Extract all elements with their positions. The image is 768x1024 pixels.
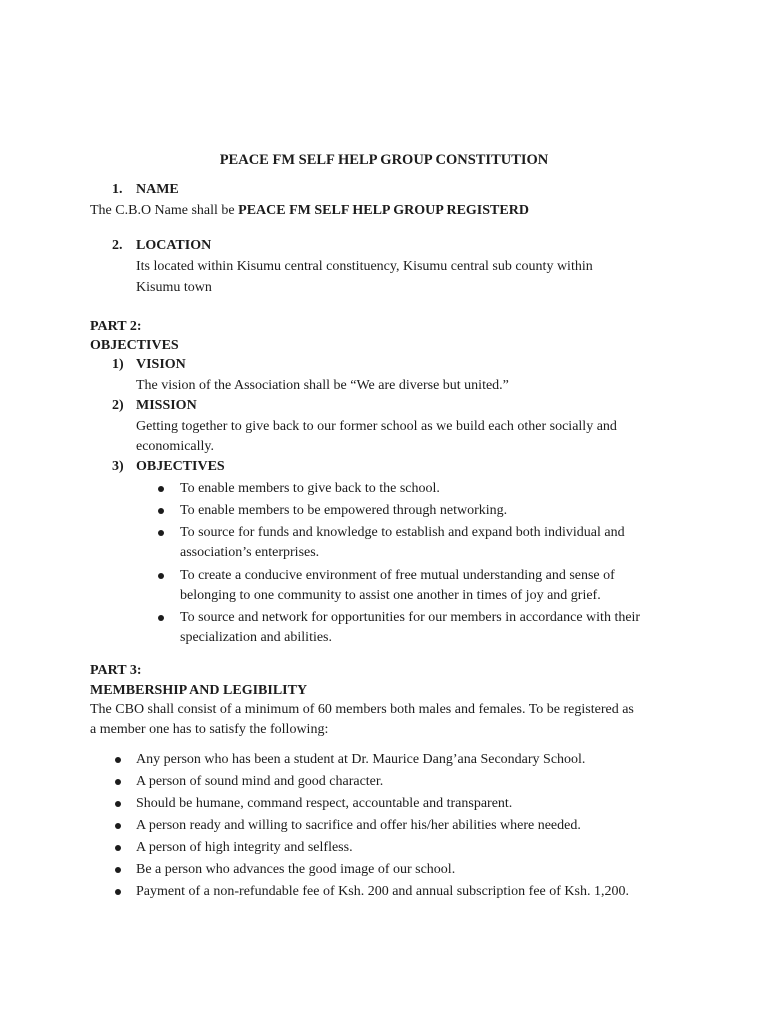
- objective-item: To create a conducive environment of free mutual understanding and sense of: [180, 568, 615, 583]
- objective-bullet-icon: [158, 508, 164, 514]
- section-1-text: [90, 201, 529, 221]
- part-2-subheading: OBJECTIVES: [90, 338, 179, 353]
- mission-heading: MISSION: [136, 398, 197, 413]
- objective-item-continued: belonging to one community to assist one another in times of joy and grief.: [180, 588, 601, 603]
- section-2-line: Its located within Kisumu central constituency, Kisumu central sub county within: [136, 259, 593, 274]
- section-1-text-bold: PEACE FM SELF HELP GROUP REGISTERD: [238, 203, 529, 218]
- section-1-heading: NAME: [136, 182, 179, 197]
- part-3-subheading: MEMBERSHIP AND LEGIBILITY: [90, 683, 308, 698]
- objectives-number: 3): [112, 459, 124, 474]
- part-3-intro: The CBO shall consist of a minimum of 60 members both males and females. To be registered as: [90, 702, 634, 717]
- objective-bullet-icon: [158, 573, 164, 579]
- mission-line: economically.: [136, 439, 215, 454]
- membership-bullet-icon: [115, 801, 121, 807]
- objective-bullet-icon: [158, 615, 164, 621]
- membership-bullet-icon: [115, 845, 121, 851]
- document-title: PEACE FM SELF HELP GROUP CONSTITUTION: [219, 152, 549, 168]
- objectives-heading: OBJECTIVES: [136, 459, 225, 474]
- objective-item-continued: specialization and abilities.: [180, 630, 333, 645]
- objective-bullet-icon: [158, 486, 164, 492]
- vision-heading: VISION: [136, 357, 186, 372]
- mission-line: Getting together to give back to our former school as we build each other socially and: [136, 419, 617, 434]
- objective-item: To enable members to be empowered through networking.: [180, 503, 508, 518]
- objective-item-continued: association’s enterprises.: [180, 545, 320, 560]
- part-3-intro: a member one has to satisfy the following:: [90, 722, 329, 737]
- vision-text: The vision of the Association shall be “We are diverse but united.”: [136, 378, 509, 393]
- membership-item: A person of sound mind and good character.: [136, 774, 384, 789]
- membership-item: Any person who has been a student at Dr. Maurice Dang’ana Secondary School.: [136, 752, 586, 767]
- section-2-heading: LOCATION: [136, 238, 212, 253]
- membership-bullet-icon: [115, 779, 121, 785]
- section-2-line: Kisumu town: [136, 280, 212, 295]
- membership-bullet-icon: [115, 823, 121, 829]
- objective-bullet-icon: [158, 530, 164, 536]
- membership-item: Be a person who advances the good image of our school.: [136, 862, 456, 877]
- vision-number: 1): [112, 357, 124, 372]
- objective-item: To source and network for opportunities for our members in accordance with their: [180, 610, 641, 625]
- membership-item: Should be humane, command respect, accountable and transparent.: [136, 796, 513, 811]
- membership-item: A person ready and willing to sacrifice and offer his/her abilities where needed.: [136, 818, 581, 833]
- section-1-number: 1.: [112, 182, 123, 197]
- membership-bullet-icon: [115, 867, 121, 873]
- objective-item: To source for funds and knowledge to establish and expand both individual and: [180, 525, 625, 540]
- section-1-text-prefix: The C.B.O Name shall be: [90, 203, 239, 218]
- objective-item: To enable members to give back to the school.: [180, 481, 440, 496]
- part-3-heading: PART 3:: [90, 663, 142, 678]
- mission-number: 2): [112, 398, 124, 413]
- section-2-number: 2.: [112, 238, 123, 253]
- membership-item: A person of high integrity and selfless.: [136, 840, 353, 855]
- membership-bullet-icon: [115, 889, 121, 895]
- membership-item: Payment of a non-refundable fee of Ksh. 200 and annual subscription fee of Ksh. 1,200.: [136, 884, 629, 899]
- membership-bullet-icon: [115, 757, 121, 763]
- part-2-heading: PART 2:: [90, 319, 142, 334]
